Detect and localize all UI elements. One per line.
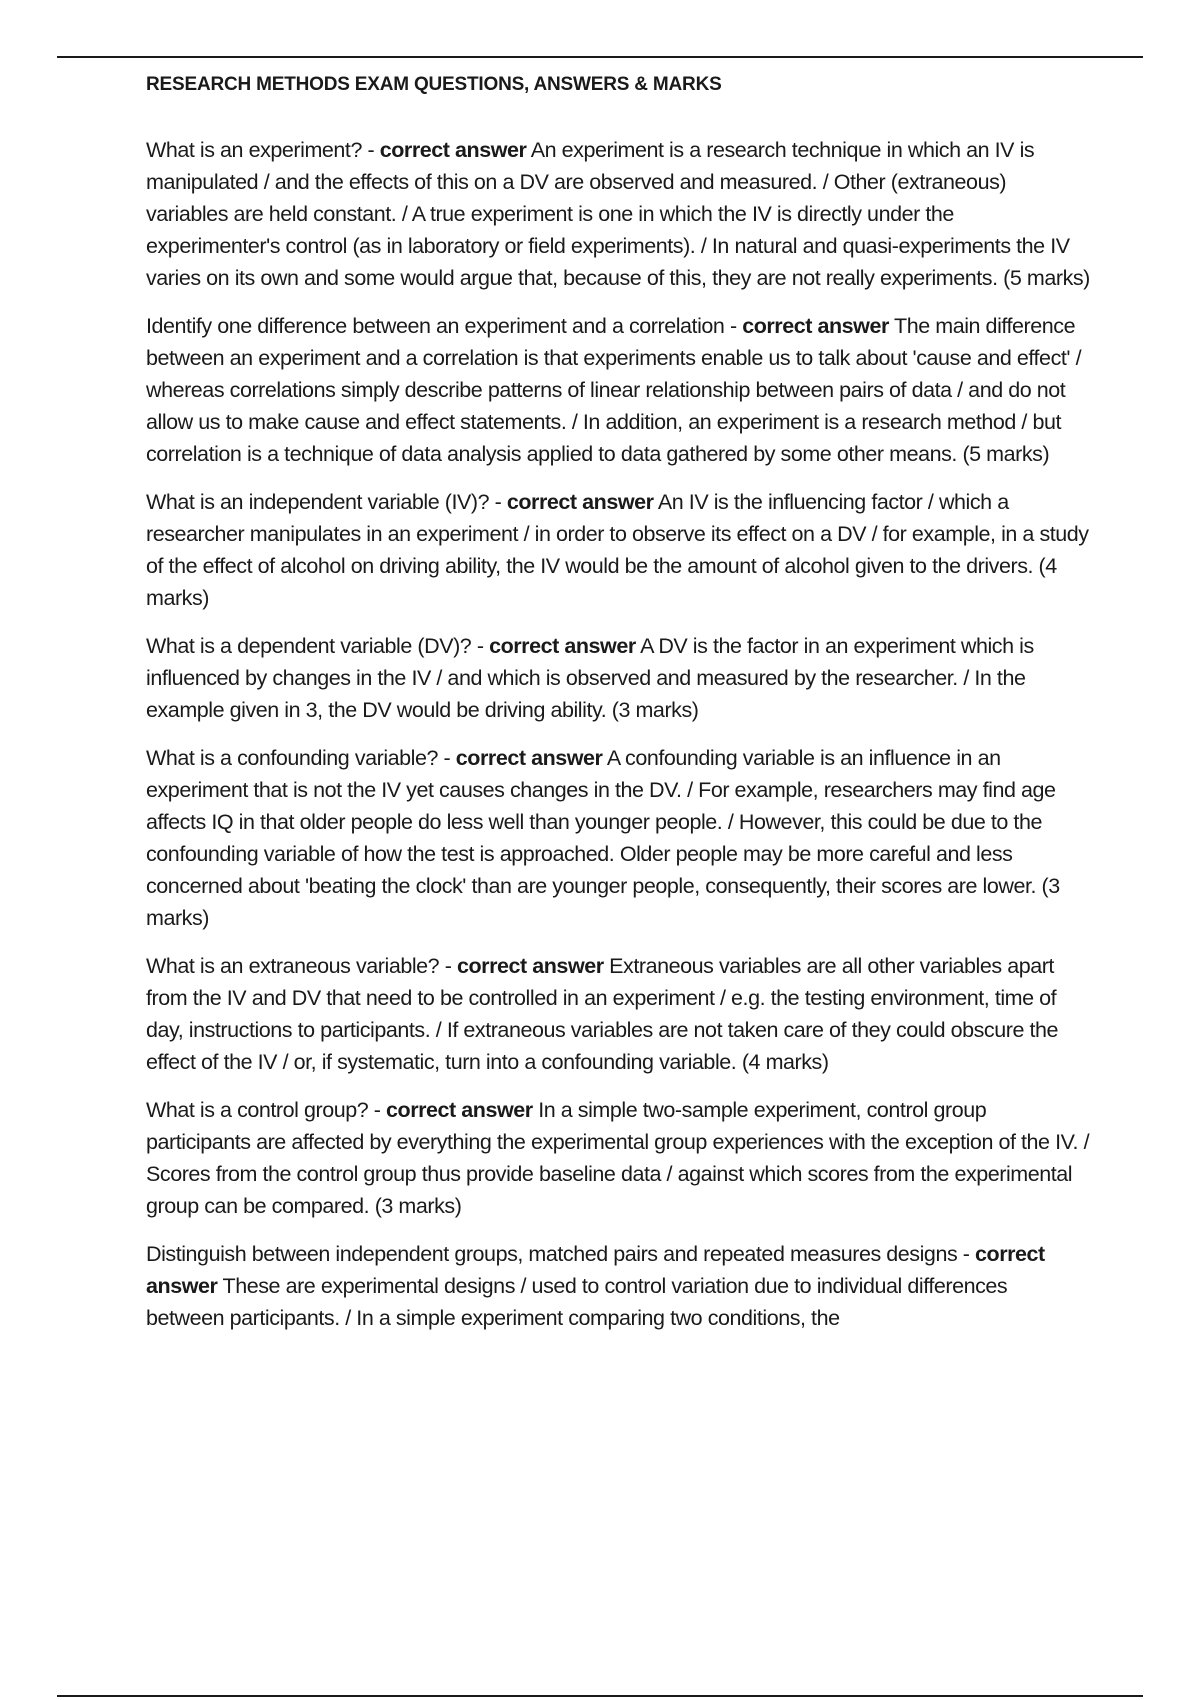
question-text: Identify one difference between an experiment and a correlation [146,314,725,338]
qa-item [146,630,1090,726]
qa-item [146,310,1090,470]
answer-label: correct answer [379,138,527,162]
separator: - [957,1242,976,1266]
question-text: What is an independent variable (IV)? [146,490,490,514]
answer-label: correct answer [386,1098,533,1122]
question-text: What is a dependent variable (DV)? [146,634,472,658]
answer-label: correct answer [455,746,603,770]
answer-label: correct answer [506,490,654,514]
qa-item [146,1238,1090,1334]
qa-item [146,486,1090,614]
question-text: What is a confounding variable? [146,746,439,770]
separator: - [724,314,743,338]
answer-text: The main difference between an experiment and a correlation is that experiments enable us to talk about 'cause and effect' / whereas correlations simply describe patterns of linear relationship between pairs of data / and do not allow us to make cause and effect statements. / In addition, an experiment is a research method / but correlation is a technique of data analysis applied to data gathered by some other means. (5 marks) [146,314,1082,466]
document-body [146,74,1090,1350]
separator: - [471,634,490,658]
qa-item [146,134,1090,294]
qa-item [146,1094,1090,1222]
answer-label: correct answer [146,1242,1045,1298]
footer-rule [57,1695,1143,1697]
separator: - [489,490,507,514]
answer-text: A confounding variable is an influence in an experiment that is not the IV yet causes changes in the DV. / For example, researchers may find age affects IQ in that older people do less well than younger people. / However, this could be due to the confounding variable of how the test is approached. Older people may be more careful and less concerned about 'beating the clock' than are younger people, consequently, their scores are lower. (3 marks) [146,746,1060,930]
answer-text: An experiment is a research technique in which an IV is manipulated / and the effects of this on a DV are observed and measured. / Other (extraneous) variables are held constant. / A true experiment is one in which the IV is directly under the experimenter's control (as in laboratory or field experiments). / In natural and quasi-experiments the IV varies on its own and some would argue that, because of this, they are not really experiments. (5 marks) [146,138,1090,290]
question-text: What is an experiment? [146,138,362,162]
separator: - [438,746,456,770]
question-text: What is an extraneous variable? [146,954,440,978]
header-rule [57,56,1143,58]
answer-label: correct answer [742,314,889,338]
separator: - [368,1098,387,1122]
qa-item [146,742,1090,934]
separator: - [439,954,457,978]
separator: - [361,138,380,162]
answer-text: Extraneous variables are all other variables apart from the IV and DV that need to be controlled in an experiment / e.g. the testing environment, time of day, instructions to participants. / If extraneous variables are not taken care of they could obscure the effect of the IV / or, if systematic, turn into a confounding variable. (4 marks) [146,954,1059,1074]
answer-text: In a simple two-sample experiment, control group participants are affected by everything the experimental group experiences with the exception of the IV. / Scores from the control group thus provide baseline data / against which scores from the experimental group can be compared. (3 marks) [146,1098,1090,1218]
answer-label: correct answer [456,954,604,978]
answer-text: An IV is the influencing factor / which a researcher manipulates in an experiment / in order to observe its effect on a DV / for example, in a study of the effect of alcohol on driving ability, the IV would be the amount of alcohol given to the drivers. (4 marks) [146,490,1089,610]
qa-item [146,950,1090,1078]
answer-text: These are experimental designs / used to control variation due to individual differences between participants. / In a simple experiment comparing two conditions, the [146,1274,1008,1330]
question-text: What is a control group? [146,1098,369,1122]
answer-label: correct answer [489,634,636,658]
answer-text: A DV is the factor in an experiment which is influenced by changes in the IV / and which is observed and measured by the researcher. / In the example given in 3, the DV would be driving ability. (3 marks) [146,634,1034,722]
question-text: Distinguish between independent groups, matched pairs and repeated measures designs [146,1242,958,1266]
document-title: RESEARCH METHODS EXAM QUESTIONS, ANSWERS & MARKS [146,74,722,95]
